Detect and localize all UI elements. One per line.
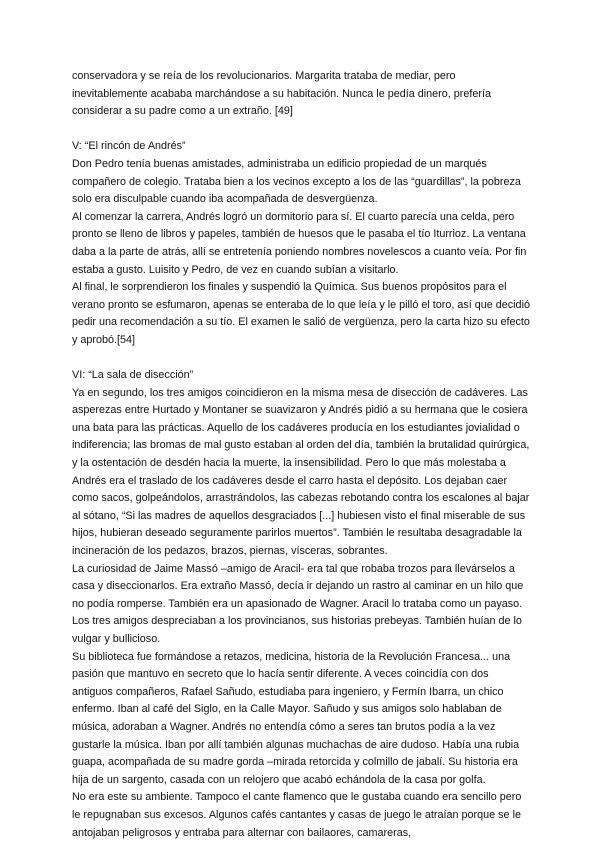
paragraph-intro: conservadora y se reía de los revolucionarios. Margarita trataba de mediar, pero inevitablemente acababa marchándose a su habitación. Nunca le pedía dinero, prefería considerar a su padre como a un extraño. [49]	[72, 70, 491, 118]
section-gap	[72, 121, 530, 139]
paragraph-examenes: Al final, le sorprendieron los finales y suspendió la Química. Sus buenos propósitos para el verano pronto se esfumaron, apenas se enteraba de lo que leía y le pilló el toro, así que decidió pedir una recomendación a su tío. El examen le salió de vergüenza, pero la carta hizo su efecto y aprobó.[54]	[72, 281, 530, 346]
chapter-heading-vi: VI: “La sala de disección”	[72, 369, 194, 382]
section-gap	[72, 350, 530, 368]
paragraph-dormitorio: Al comenzar la carrera, Andrés logró un dormitorio para sí. El cuarto parecía una celda, pero pronto se lleno de libros y papeles, también de huesos que le pasaba el tío Iturrioz. La ventana daba a la parte de atrás, allí se entretenía poniendo nombres novelescos a cuanto veía. Por fin estaba a gusto. Luisito y Pedro, de vez en cuando subían a visitarlo.	[72, 210, 527, 276]
paragraph-diseccion: Ya en segundo, los tres amigos coincidieron en la misma mesa de disección de cadáveres. Las asperezas entre Hurtado y Montaner se suavizaron y Andrés pidió a su hermana que le cosiera una bata para las prácticas. Aquello de los cadáveres producía en los estudiantes jovialidad o indiferencia; las bromas de mal gusto estaban al orden del día, también la brutalidad quirúrgica, y la ostentación de desdén hacia la muerte, la insensibilidad. Pero lo que más molestaba a Andrés era el traslado de los cadáveres desde el carro hasta el depósito. Los dejaban caer como sacos, golpeándolos, arrastrándolos, las cabezas rebotando contra los escalones al bajar al sótano, “Si las madres de aquellos desgraciados [...] hubiesen visto el final miserable de sus hijos, hubieran deseado seguramente parirlos muertos”. También le resultaba desagradable la incineración de los pedazos, brazos, piernas, vísceras, sobrantes.	[72, 386, 530, 558]
chapter-heading-v: V: “El rincón de Andrés”	[72, 140, 186, 153]
paragraph-don-pedro: Don Pedro tenía buenas amistades, administraba un edificio propiedad de un marqués compañero de colegio. Trataba bien a los vecinos excepto a los de las “guardillas”, la pobreza solo era disculpable cuando iba acompañada de desvergüenza.	[72, 157, 521, 206]
document-page	[72, 68, 530, 842]
paragraph-ambiente: No era este su ambiente. Tampoco el cante flamenco que le gustaba cuando era sencillo pero le repugnaban sus excesos. Algunos cafés cantantes y casas de juego le atraían porque se le antojaban peligrosos y entraba para alternar con bailaores, camareras,	[72, 791, 522, 839]
paragraph-masso: La curiosidad de Jaime Massó –amigo de Aracil- era tal que robaba trozos para llevárselos a casa y diseccionarlos. Era extraño Massó, decía ir dejando un rastro al caminar en un hilo que no podía romperse. También era un apasionado de Wagner. Aracil lo trataba como un payaso. Los tres amigos despreciaban a los provincianos, sus historias prebeyas. También huían de lo vulgar y bullicioso.	[72, 562, 524, 645]
paragraph-biblioteca: Su biblioteca fue formándose a retazos, medicina, historia de la Revolución Francesa... una pasión que mantuvo en secreto que lo hacía sentir diferente. A veces coincidía con dos antiguos compañeros, Rafael Sañudo, estudiaba para ingeniero, y Fermín Ibarra, un chico enfermo. Iban al café del Siglo, en la Calle Mayor. Sañudo y sus amigos solo hablaban de música, adoraban a Wagner. Andrés no entendía cómo a seres tan brutos podía a la vez gustarle la música. Iban por allí también algunas muchachas de aire dudoso. Había una rubia guapa, acompañada de su madre gorda –mirada retorcida y colmillo de jabalí. Su historia era hija de un sargento, casada con un relojero que acabó echándola de la casa por golfa.	[72, 650, 520, 786]
